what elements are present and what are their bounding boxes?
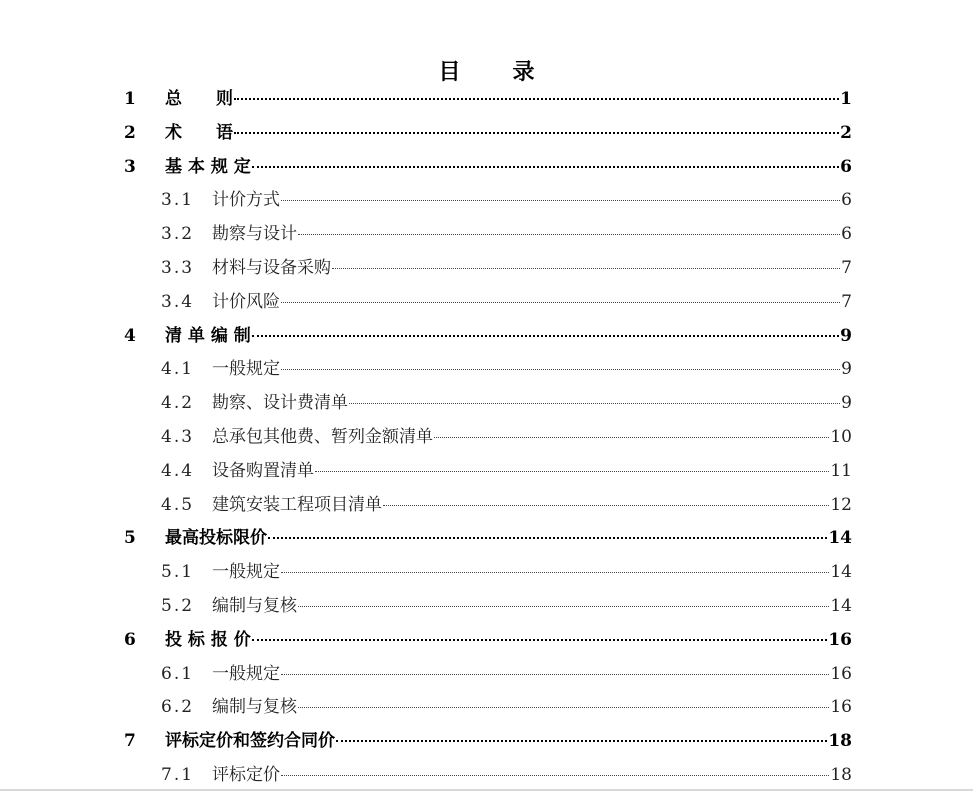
toc-entry-label: 清 单 编 制 xyxy=(165,325,251,346)
toc-entry-page: 9 xyxy=(841,393,852,414)
toc-entry-page: 9 xyxy=(840,325,852,346)
toc-entry-label: 设备购置清单 xyxy=(212,460,314,481)
toc-entry-number: 7.1 xyxy=(161,765,195,785)
toc-dot-leader xyxy=(349,403,840,404)
toc-dot-leader xyxy=(252,166,839,168)
toc-chapter-entry[interactable] xyxy=(124,726,852,756)
toc-section-entry[interactable] xyxy=(161,692,852,722)
toc-section-entry[interactable] xyxy=(161,219,852,249)
toc-entry-page: 7 xyxy=(841,291,852,312)
toc-entry-label: 评标定价 xyxy=(212,765,280,785)
toc-entry-label: 编制与复核 xyxy=(212,596,297,616)
toc-entry-page: 6 xyxy=(840,156,852,177)
toc-title-right: 录 xyxy=(512,59,535,85)
toc-dot-leader xyxy=(336,740,827,742)
toc-dot-leader xyxy=(298,234,840,235)
toc-dot-leader xyxy=(383,505,829,506)
toc-dot-leader xyxy=(252,639,828,641)
toc-entry-number: 3.2 xyxy=(161,224,195,245)
toc-entry-number: 6.2 xyxy=(161,697,195,718)
toc-entry-label: 一般规定 xyxy=(212,663,280,684)
toc-entry-number: 6 xyxy=(124,629,136,650)
toc-dot-leader xyxy=(281,200,840,201)
toc-entry-number: 5.2 xyxy=(161,596,195,616)
toc-entry-page: 10 xyxy=(830,427,852,447)
toc-entry-page: 1 xyxy=(840,89,852,109)
toc-entry-page: 12 xyxy=(830,494,852,515)
toc-section-entry[interactable] xyxy=(161,354,852,384)
toc-entry-page: 6 xyxy=(841,224,852,245)
toc-dot-leader xyxy=(281,775,829,776)
toc-entry-number: 4.2 xyxy=(161,393,195,414)
toc-entry-number: 3.1 xyxy=(161,190,195,211)
toc-entry-number: 4.1 xyxy=(161,359,195,380)
toc-entry-label: 基 本 规 定 xyxy=(165,156,251,177)
toc-entry-label: 术 语 xyxy=(165,122,233,143)
toc-entry-page: 14 xyxy=(830,596,852,616)
toc-entry-page: 16 xyxy=(830,697,852,718)
toc-entry-page: 18 xyxy=(830,765,852,785)
toc-section-entry[interactable] xyxy=(161,591,852,621)
toc-entry-page: 11 xyxy=(830,460,852,481)
toc-entry-number: 7 xyxy=(124,731,136,752)
toc-section-entry[interactable] xyxy=(161,456,852,486)
toc-entry-label: 材料与设备采购 xyxy=(212,258,331,278)
toc-entry-label: 评标定价和签约合同价 xyxy=(165,731,335,752)
page-bottom-divider xyxy=(0,789,973,791)
toc-entry-label: 一般规定 xyxy=(212,562,280,583)
toc-entry-number: 3.4 xyxy=(161,291,195,312)
toc-entry-label: 计价风险 xyxy=(212,291,280,312)
toc-entry-label: 计价方式 xyxy=(212,190,280,211)
toc-chapter-entry[interactable] xyxy=(124,84,852,114)
toc-entry-number: 4 xyxy=(124,325,136,346)
toc-section-entry[interactable] xyxy=(161,760,852,790)
toc-entry-label: 一般规定 xyxy=(212,359,280,380)
toc-entry-number: 4.5 xyxy=(161,494,195,515)
toc-dot-leader xyxy=(281,674,829,675)
toc-entry-number: 3.3 xyxy=(161,258,195,278)
toc-dot-leader xyxy=(252,335,839,337)
toc-section-entry[interactable] xyxy=(161,287,852,317)
toc-entry-label: 投 标 报 价 xyxy=(165,629,251,650)
toc-entry-page: 14 xyxy=(828,528,852,549)
toc-entry-page: 16 xyxy=(828,629,852,650)
toc-dot-leader xyxy=(268,537,827,539)
toc-dot-leader xyxy=(281,369,840,370)
toc-entry-page: 7 xyxy=(841,258,852,278)
toc-section-entry[interactable] xyxy=(161,490,852,520)
toc-dot-leader xyxy=(281,302,840,303)
toc-entry-label: 勘察、设计费清单 xyxy=(212,393,348,414)
toc-section-entry[interactable] xyxy=(161,388,852,418)
toc-entry-label: 建筑安装工程项目清单 xyxy=(212,494,382,515)
toc-entry-page: 16 xyxy=(830,663,852,684)
toc-entry-number: 4.4 xyxy=(161,460,195,481)
toc-entry-number: 3 xyxy=(124,156,136,177)
toc-entry-label: 总 则 xyxy=(165,89,233,109)
toc-dot-leader xyxy=(434,437,829,438)
toc-dot-leader xyxy=(234,98,839,100)
toc-chapter-entry[interactable] xyxy=(124,625,852,655)
toc-entry-page: 9 xyxy=(841,359,852,380)
toc-entry-number: 1 xyxy=(124,89,136,109)
toc-section-entry[interactable] xyxy=(161,422,852,452)
toc-section-entry[interactable] xyxy=(161,253,852,283)
toc-entry-page: 18 xyxy=(828,731,852,752)
toc-entry-label: 总承包其他费、暂列金额清单 xyxy=(212,427,433,447)
toc-chapter-entry[interactable] xyxy=(124,118,852,148)
toc-entry-number: 5.1 xyxy=(161,562,195,583)
toc-entry-number: 4.3 xyxy=(161,427,195,447)
toc-entry-page: 2 xyxy=(840,122,852,143)
toc-entry-page: 14 xyxy=(830,562,852,583)
toc-entry-number: 5 xyxy=(124,528,136,549)
toc-chapter-entry[interactable] xyxy=(124,321,852,351)
toc-entry-label: 最高投标限价 xyxy=(165,528,267,549)
toc-dot-leader xyxy=(332,268,840,269)
toc-section-entry[interactable] xyxy=(161,557,852,587)
toc-chapter-entry[interactable] xyxy=(124,152,852,182)
toc-title-left: 目 xyxy=(438,59,461,85)
toc-dot-leader xyxy=(281,572,829,573)
toc-dot-leader xyxy=(315,471,829,472)
toc-dot-leader xyxy=(298,707,829,708)
toc-entry-label: 编制与复核 xyxy=(212,697,297,718)
toc-entry-number: 6.1 xyxy=(161,663,195,684)
toc-chapter-entry[interactable] xyxy=(124,523,852,553)
toc-entry-number: 2 xyxy=(124,122,136,143)
toc-section-entry[interactable] xyxy=(161,185,852,215)
toc-dot-leader xyxy=(298,606,829,607)
toc-dot-leader xyxy=(234,132,839,134)
toc-entry-page: 6 xyxy=(841,190,852,211)
toc-section-entry[interactable] xyxy=(161,659,852,689)
toc-entry-label: 勘察与设计 xyxy=(212,224,297,245)
